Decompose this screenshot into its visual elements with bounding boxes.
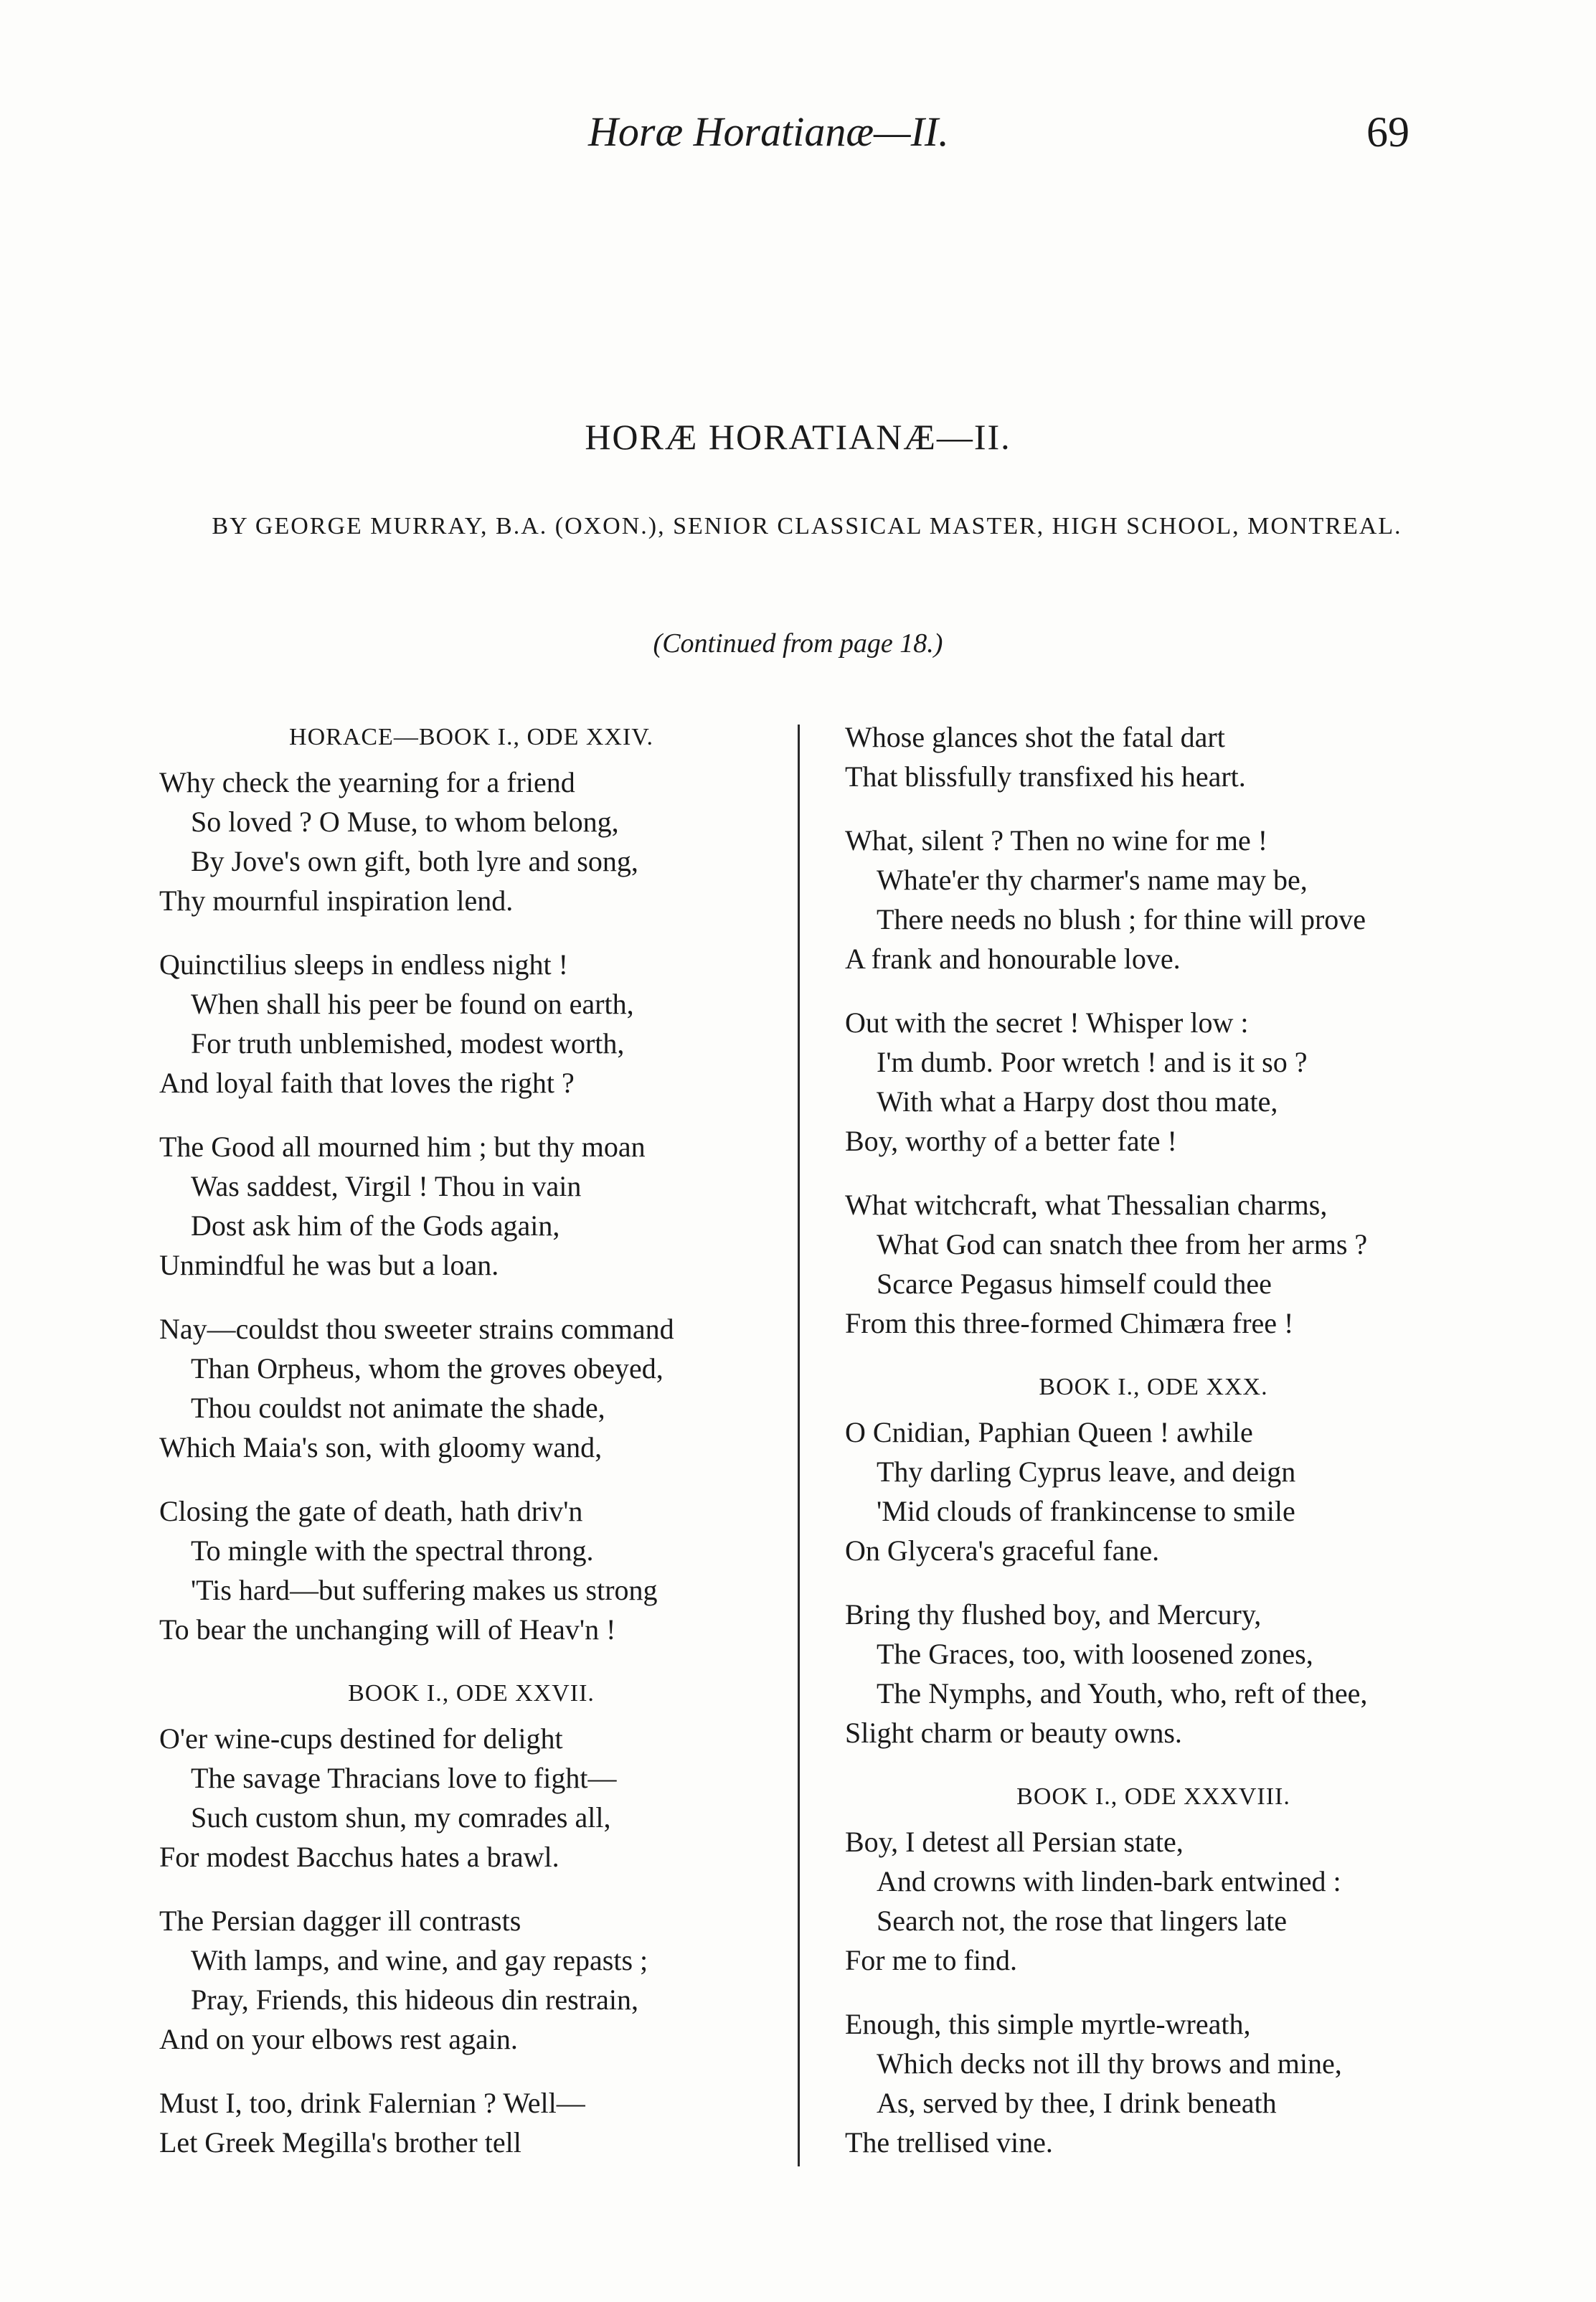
verse-line: As, served by thee, I drink beneath: [877, 2087, 1277, 2119]
verse-line: Scarce Pegasus himself could thee: [877, 1268, 1272, 1300]
verse-line: Than Orpheus, whom the groves obeyed,: [191, 1352, 664, 1384]
verse-line: Thou couldst not animate the shade,: [191, 1392, 605, 1424]
stanza: [159, 1901, 783, 2059]
stanza: [159, 1491, 783, 1649]
byline: BY GEORGE MURRAY, B.A. (OXON.), SENIOR CLASSICAL MASTER, HIGH SCHOOL, MONTREAL.: [212, 513, 1402, 539]
verse-line: Enough, this simple myrtle-wreath,: [845, 2008, 1251, 2040]
stanza: [159, 1127, 783, 1285]
ode-section: [845, 1777, 1462, 2162]
verse-line: There needs no blush ; for thine will prove: [877, 903, 1366, 935]
verse-line: On Glycera's graceful fane.: [845, 1534, 1160, 1567]
verse-line: A frank and honourable love.: [845, 943, 1181, 975]
stanza: [845, 1822, 1462, 1980]
verse-line: When shall his peer be found on earth,: [191, 988, 634, 1020]
verse-line: Why check the yearning for a friend: [159, 766, 575, 798]
article-title: HORÆ HORATIANÆ—II.: [585, 417, 1011, 457]
page-number: 69: [1366, 108, 1410, 156]
verse-line: 'Tis hard—but suffering makes us strong: [191, 1574, 658, 1606]
stanza: [845, 2004, 1462, 2162]
verse-line: Whate'er thy charmer's name may be,: [877, 864, 1308, 896]
verse-line: Nay—couldst thou sweeter strains command: [159, 1313, 674, 1345]
verse-line: The trellised vine.: [845, 2126, 1053, 2159]
running-head-title: Horæ Horatianæ—II.: [588, 108, 949, 155]
verse-line: Which Maia's son, with gloomy wand,: [159, 1431, 603, 1463]
verse-line: And crowns with linden-bark entwined :: [877, 1865, 1341, 1897]
stanza: [159, 2083, 783, 2162]
verse-line: Unmindful he was but a loan.: [159, 1249, 499, 1281]
stanza: [159, 945, 783, 1103]
verse-line: Was saddest, Virgil ! Thou in vain: [191, 1170, 582, 1202]
verse-line: Pray, Friends, this hideous din restrain,: [191, 1983, 639, 2016]
verse-line: Search not, the rose that lingers late: [877, 1905, 1288, 1937]
verse-line: O Cnidian, Paphian Queen ! awhile: [845, 1416, 1253, 1448]
verse-line: For truth unblemished, modest worth,: [191, 1027, 625, 1060]
verse-line: The Graces, too, with loosened zones,: [877, 1638, 1313, 1670]
verse-line: The Persian dagger ill contrasts: [159, 1905, 521, 1937]
verse-line: Whose glances shot the fatal dart: [845, 721, 1225, 753]
verse-line: To bear the unchanging will of Heav'n !: [159, 1613, 616, 1646]
stanza: [845, 821, 1462, 978]
stanza: [845, 1185, 1462, 1343]
verse-line: Let Greek Megilla's brother tell: [159, 2126, 521, 2159]
stanza: [845, 1412, 1462, 1570]
stanza: [845, 1003, 1462, 1161]
verse-line: So loved ? O Muse, to whom belong,: [191, 806, 619, 838]
verse-line: By Jove's own gift, both lyre and song,: [191, 845, 638, 877]
verse-line: And on your elbows rest again.: [159, 2023, 518, 2055]
verse-line: The Good all mourned him ; but thy moan: [159, 1131, 646, 1163]
ode-section: [159, 717, 783, 1649]
verse-line: For modest Bacchus hates a brawl.: [159, 1841, 559, 1873]
ode-heading: BOOK I., ODE XXVII.: [348, 1680, 595, 1707]
verse-line: Thy darling Cyprus leave, and deign: [877, 1456, 1296, 1488]
verse-line: Bring thy flushed boy, and Mercury,: [845, 1598, 1262, 1631]
stanza: [159, 763, 783, 920]
verse-line: The savage Thracians love to fight—: [191, 1762, 617, 1794]
column-divider: [798, 725, 800, 2166]
verse-line: Which decks not ill thy brows and mine,: [877, 2047, 1342, 2080]
verse-line: What God can snatch thee from her arms ?: [877, 1228, 1368, 1260]
verse-line: Boy, worthy of a better fate !: [845, 1125, 1177, 1157]
ode-heading: BOOK I., ODE XXX.: [1039, 1374, 1268, 1400]
stanza: [159, 1719, 783, 1877]
ode-section: [845, 1367, 1462, 1753]
left-column: [159, 717, 783, 2187]
verse-line: O'er wine-cups destined for delight: [159, 1722, 563, 1755]
verse-line: The Nymphs, and Youth, who, reft of thee,: [877, 1677, 1368, 1709]
verse-line: Must I, too, drink Falernian ? Well—: [159, 2087, 585, 2119]
stanza: [845, 717, 1462, 796]
ode-section: [159, 1674, 783, 2162]
verse-line: What witchcraft, what Thessalian charms,: [845, 1189, 1328, 1221]
verse-line: Such custom shun, my comrades all,: [191, 1801, 611, 1834]
verse-line: I'm dumb. Poor wretch ! and is it so ?: [877, 1046, 1308, 1078]
ode-section: [845, 717, 1462, 1343]
ode-heading: HORACE—BOOK I., ODE XXIV.: [289, 724, 653, 750]
right-column: [845, 717, 1462, 2187]
verse-line: Closing the gate of death, hath driv'n: [159, 1495, 583, 1527]
verse-line: Slight charm or beauty owns.: [845, 1717, 1182, 1749]
verse-line: Out with the secret ! Whisper low :: [845, 1006, 1249, 1039]
verse-line: From this three-formed Chimæra free !: [845, 1307, 1294, 1339]
stanza: [845, 1595, 1462, 1753]
ode-heading: BOOK I., ODE XXXVIII.: [1016, 1783, 1290, 1810]
verse-line: Boy, I detest all Persian state,: [845, 1826, 1184, 1858]
verse-line: To mingle with the spectral throng.: [191, 1534, 594, 1567]
verse-line: With what a Harpy dost thou mate,: [877, 1085, 1278, 1118]
continued-note: (Continued from page 18.): [653, 628, 943, 659]
verse-line: Thy mournful inspiration lend.: [159, 885, 514, 917]
verse-line: That blissfully transfixed his heart.: [845, 760, 1246, 793]
verse-line: Dost ask him of the Gods again,: [191, 1209, 560, 1242]
verse-line: 'Mid clouds of frankincense to smile: [877, 1495, 1295, 1527]
verse-line: And loyal faith that loves the right ?: [159, 1067, 575, 1099]
verse-line: Quinctilius sleeps in endless night !: [159, 948, 568, 981]
verse-line: What, silent ? Then no wine for me !: [845, 824, 1268, 857]
stanza: [159, 1309, 783, 1467]
verse-line: For me to find.: [845, 1944, 1017, 1976]
verse-line: With lamps, and wine, and gay repasts ;: [191, 1944, 648, 1976]
